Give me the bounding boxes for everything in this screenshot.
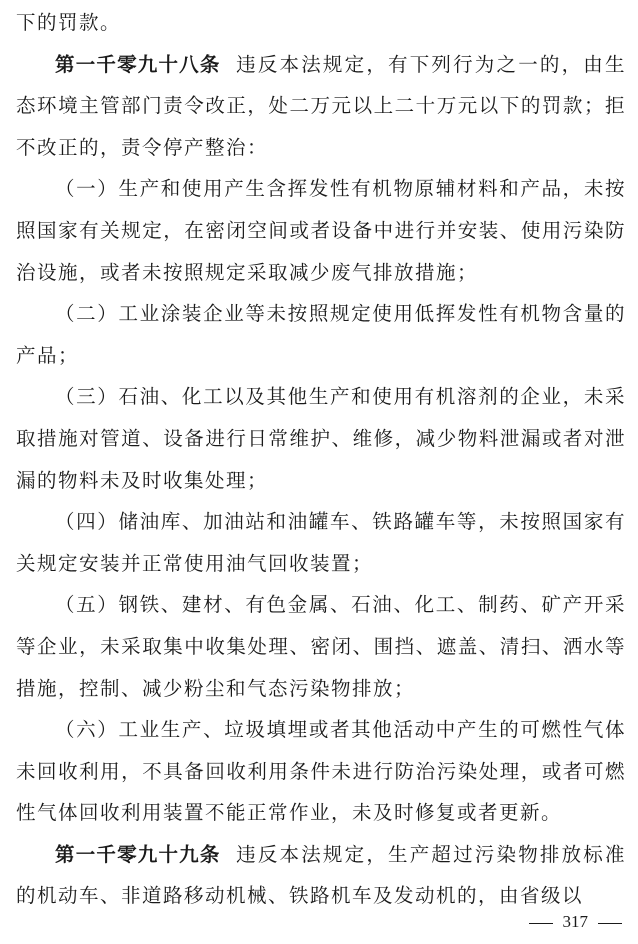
list-item-1 (16, 168, 626, 293)
body-text (16, 2, 626, 917)
list-item-2 (16, 293, 626, 376)
article-1099-paragraph (16, 834, 626, 917)
list-item-6 (16, 709, 626, 834)
paragraph-text: 违反本法规定，有下列行为之一的，由生态环境主管部门责令改正，处二万元以上二十万元以下的罚款；拒不改正的，责令停产整治： (16, 52, 626, 159)
page-number: 317 (562, 912, 588, 931)
paragraph-text: （六）工业生产、垃圾填埋或者其他活动中产生的可燃性气体未回收利用，不具备回收利用条件未进行防治污染处理，或者可燃性气体回收利用装置不能正常作业，未及时修复或者更新。 (16, 718, 626, 825)
article-1098-paragraph (16, 44, 626, 169)
paragraph-text: 违反本法规定，生产超过污染物排放标准的机动车、非道路移动机械、铁路机车及发动机的，由省级以 (16, 842, 626, 908)
page-footer (529, 910, 623, 934)
article-number: 第一千零九十八条 (55, 52, 221, 76)
footer-dash-left (529, 923, 553, 924)
paragraph-text: （五）钢铁、建材、有色金属、石油、化工、制药、矿产开采等企业，未采取集中收集处理、密闭、围挡、遮盖、清扫、洒水等措施，控制、减少粉尘和气态污染物排放； (16, 593, 626, 700)
paragraph-text: （四）储油库、加油站和油罐车、铁路罐车等，未按照国家有关规定安装并正常使用油气回收装置； (16, 510, 626, 575)
paragraph-text: （一）生产和使用产生含挥发性有机物原辅材料和产品，未按照国家有关规定，在密闭空间或者设备中进行并安装、使用污染防治设施，或者未按照规定采取减少废气排放措施； (16, 177, 626, 284)
paragraph-text: 下的罚款。 (16, 11, 122, 34)
paragraph-text: （三）石油、化工以及其他生产和使用有机溶剂的企业，未采取措施对管道、设备进行日常维护、维修，减少物料泄漏或者对泄漏的物料未及时收集处理； (16, 385, 626, 492)
paragraph-text: （二）工业涂装企业等未按照规定使用低挥发性有机物含量的产品； (16, 302, 626, 367)
paragraph-continuation (16, 2, 626, 44)
list-item-4 (16, 501, 626, 584)
list-item-3 (16, 376, 626, 501)
footer-dash-right (598, 923, 622, 924)
article-number: 第一千零九十九条 (55, 842, 221, 866)
list-item-5 (16, 584, 626, 709)
